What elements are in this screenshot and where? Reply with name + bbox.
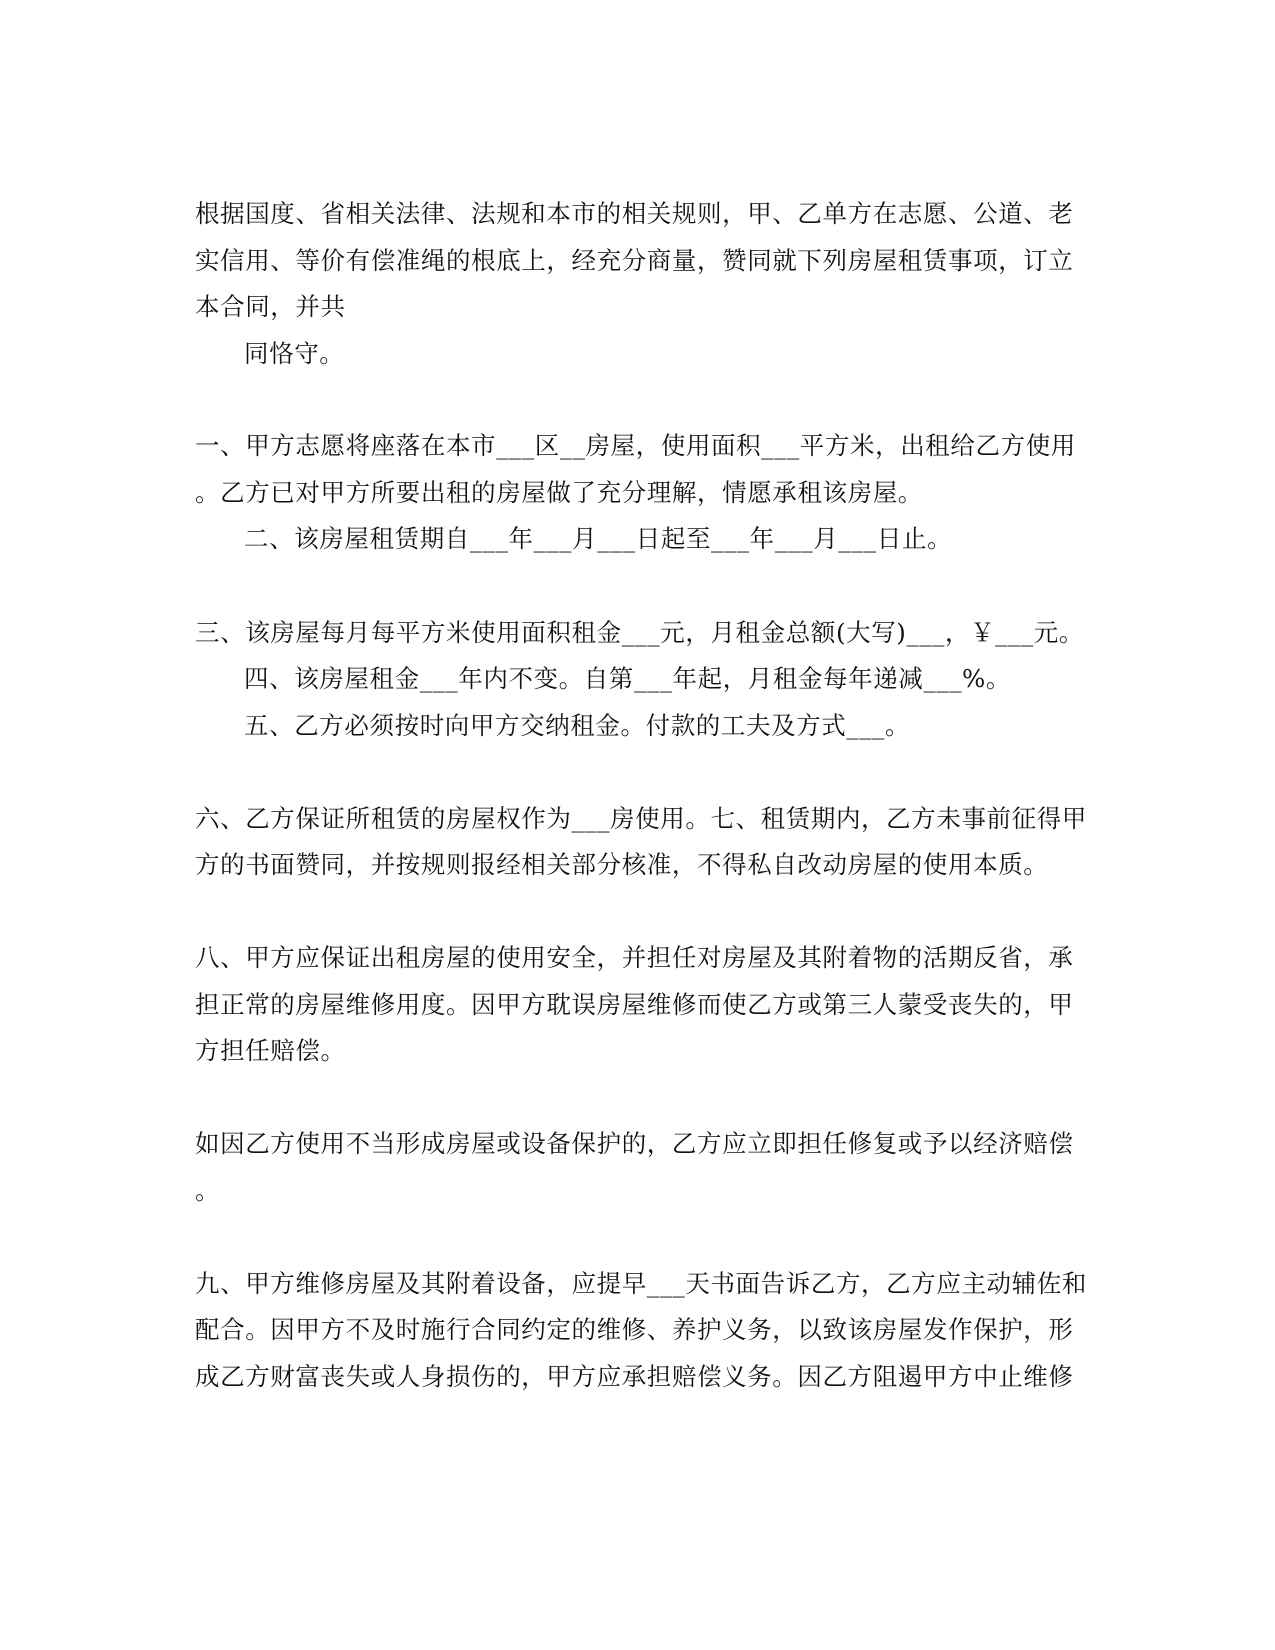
text-line: 方的书面赞同，并按规则报经相关部分核准，不得私自改动房屋的使用本质。 — [195, 850, 1049, 879]
text-line: 八、甲方应保证出租房屋的使用安全，并担任对房屋及其附着物的活期反省，承 — [195, 943, 1074, 972]
text-line: 本合同，并共 — [195, 292, 346, 321]
text-line: 如因乙方使用不当形成房屋或设备保护的，乙方应立即担任修复或予以经济赔偿 — [195, 1129, 1074, 1158]
text-line: 三、该房屋每月每平方米使用面积租金___元，月租金总额(大写)___，￥___元。 — [195, 618, 1084, 647]
text-line: 方担任赔偿。 — [195, 1036, 346, 1065]
text-line: 二、该房屋租赁期自___年___月___日起至___年___月___日止。 — [244, 524, 953, 553]
text-line: 四、该房屋租金___年内不变。自第___年起，月租金每年递减___%。 — [244, 664, 1012, 693]
text-line: 。乙方已对甲方所要出租的房屋做了充分理解，情愿承租该房屋。 — [195, 478, 923, 507]
text-line: 担正常的房屋维修用度。因甲方耽误房屋维修而使乙方或第三人蒙受丧失的，甲 — [195, 990, 1074, 1019]
text-line: 九、甲方维修房屋及其附着设备，应提早___天书面告诉乙方，乙方应主动辅佐和 — [195, 1269, 1087, 1298]
text-line: 。 — [195, 1176, 221, 1205]
text-line: 六、乙方保证所租赁的房屋权作为___房使用。七、租赁期内，乙方未事前征得甲 — [195, 804, 1087, 833]
text-line: 实信用、等价有偿准绳的根底上，经充分商量，赞同就下列房屋租赁事项，订立 — [195, 246, 1074, 275]
text-line: 配合。因甲方不及时施行合同约定的维修、养护义务，以致该房屋发作保护，形 — [195, 1315, 1074, 1344]
text-line: 成乙方财富丧失或人身损伤的，甲方应承担赔偿义务。因乙方阻遏甲方中止维修 — [195, 1362, 1074, 1391]
text-line: 同恪守。 — [244, 339, 345, 368]
text-line: 一、甲方志愿将座落在本市___区__房屋，使用面积___平方米，出租给乙方使用 — [195, 431, 1076, 460]
text-line: 五、乙方必须按时向甲方交纳租金。付款的工夫及方式___。 — [244, 711, 911, 740]
text-line: 根据国度、省相关法律、法规和本市的相关规则，甲、乙单方在志愿、公道、老 — [195, 199, 1074, 228]
